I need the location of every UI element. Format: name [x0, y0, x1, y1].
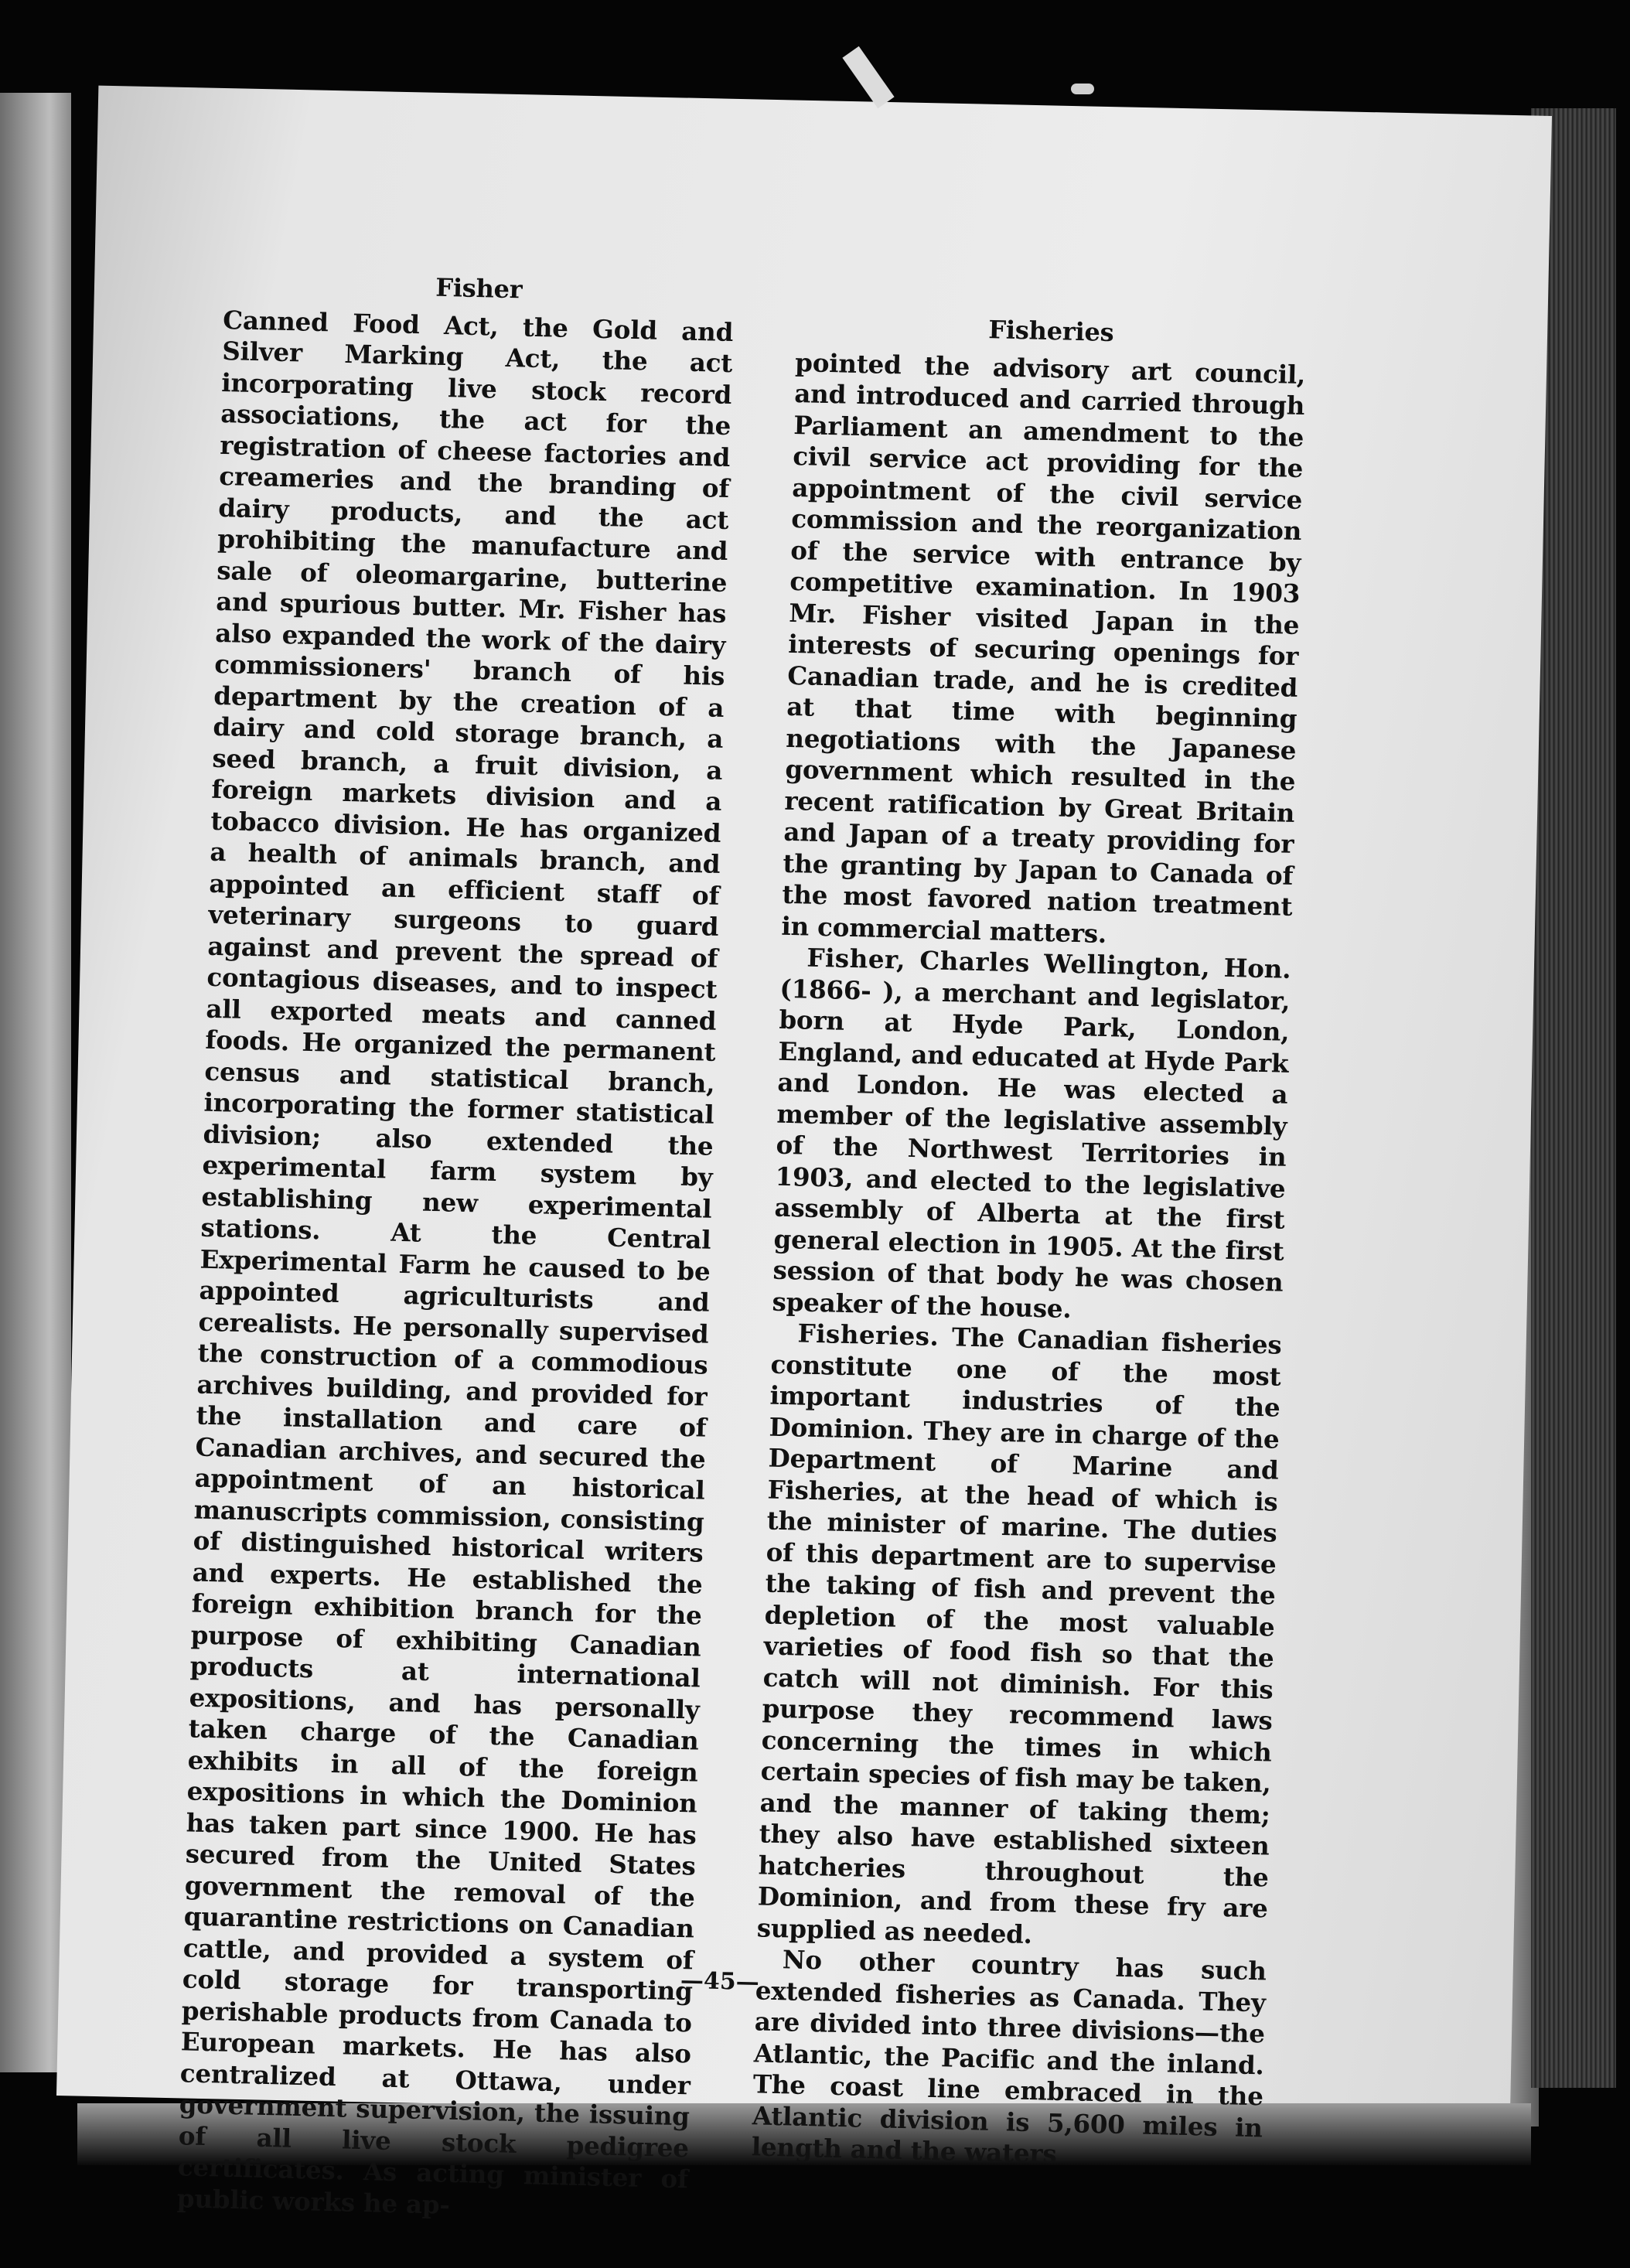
page-number: —45—: [680, 1966, 760, 1997]
running-head-left: Fisher: [435, 272, 523, 305]
running-head-right: Fisheries: [987, 315, 1114, 348]
facing-page-edge: [0, 93, 71, 2072]
continuation-text: pointed the advisory art council, and introduced and carried through Parliament an amendment to the civil service act providing for the appointment of the civil service commission and the reorganization of the service with entrance by competitive examination. In 1903 Mr. Fisher visited Japan in the interests of securing openings for Canadian trade, and he is credited at that time with beginning negotiations with the Japanese government which resulted in the recent ratification by Great Britain and Japan of a treaty providing for the granting by Japan to Canada of the most favored nation treatment in commercial matters.: [781, 346, 1306, 949]
right-column: [751, 309, 1306, 2175]
fisheries-divisions-text: No other country has such extended fisheries as Canada. They are divided into three divisions—the Atlantic, the Pacific and the inland. The coast line embraced in the Atlantic division is 5,600 miles in length and the waters: [751, 1944, 1267, 2169]
entry-head-fisheries: Fisheries.: [797, 1318, 939, 1352]
left-column-text: Canned Food Act, the Gold and Silver Marking Act, the act incorporating live stock record associations, the act for the registration of cheese factories and creameries and the branding of dairy products, and the act prohibiting the manufacture and sale of oleomargarine, butterine and spurious butter. Mr. Fisher has also expanded the work of the dairy commissioners' branch of his department by the creation of a dairy and cold storage branch, a seed branch, a fruit division, a foreign markets division and a tobacco division. He has organized a health of animals branch, and appointed an efficient staff of veterinary surgeons to guard against and prevent the spread of contagious diseases, and to inspect all exported meats and canned foods. He organized the permanent census and statistical branch, incorporating the former statistical division; also extended the experimental farm system by establishing new experimental stations. At the Central Experimental Farm he caused to be appointed agriculturists and cerealists. He personally supervised the construction of a commodious archives building, and provided for the installation and care of Canadian archives, and secured the appointment of an historical manuscripts commission, consisting of distinguished historical writers and experts. He established the foreign exhibition branch for the purpose of exhibiting Canadian products at international expositions, and has personally taken charge of the Canadian exhibits in all of the foreign expositions in which the Dominion has taken part since 1900. He has secured from the United States government the removal of the quarantine restrictions on Canadian cattle, and provided a system of cold storage for transporting perishable products from Canada to European markets. He has also centralized at Ottawa, under government supervision, the issuing of all live stock pedigree certificates. As acting minister of public works he ap-: [176, 304, 734, 2220]
entry-body-fisher-charles: Hon. (1866- ), a merchant and legislator, born at Hyde Park, London, England, and educated at Hyde Park and London. He was elected a member of the legislative assembly of the Northwest Territories in 1903, and elected to the legislative assembly of Alberta at the first general election in 1905. At the first session of that body he was chosen speaker of the house.: [772, 952, 1291, 1324]
entry-head-fisher-charles: Fisher, Charles Wellington,: [806, 942, 1211, 983]
entry-body-fisheries: The Canadian fisheries constitute one of the most important industries of the Dominion. They are in charge of the Department of Marine and Fisheries, at the head of which is the minister of marine. The duties of this department are to supervise the taking of fish and prevent the depletion of the most valuable varieties of food fish so that the catch will not diminish. For this purpose they recommend laws concerning the times in which certain species of fish may be taken, and the manner of taking them; they also have established sixteen hatcheries throughout the Dominion, and from these fry are supplied as needed.: [756, 1321, 1282, 1949]
left-column: [176, 267, 734, 2226]
film-speck: [1071, 84, 1094, 94]
entry-fisheries: [756, 1318, 1282, 1956]
entry-fisher-charles: [772, 942, 1291, 1330]
